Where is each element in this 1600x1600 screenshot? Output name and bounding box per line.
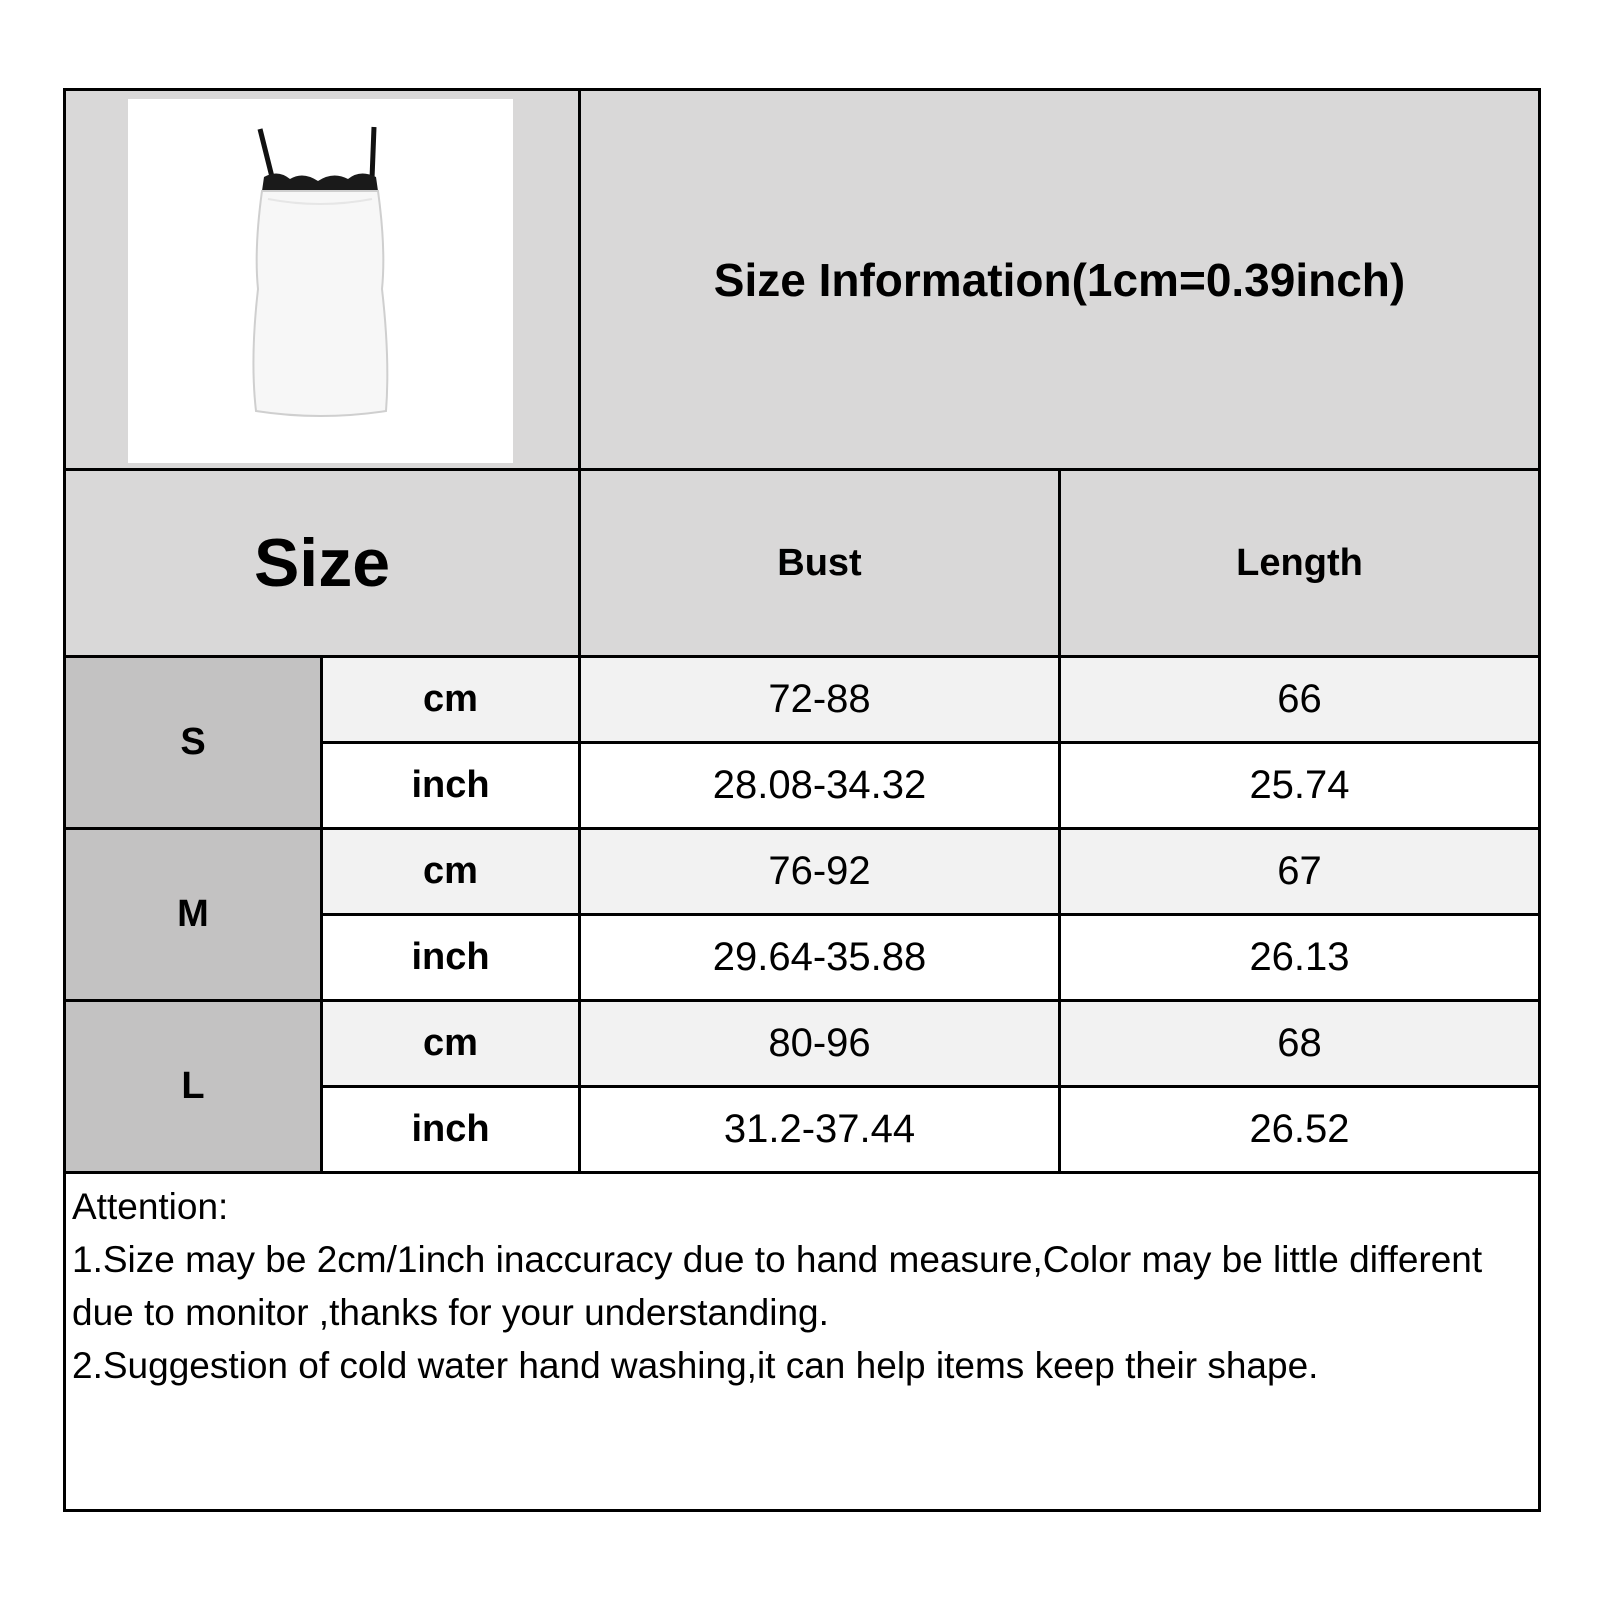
unit-label: inch (323, 1088, 581, 1174)
size-chart (63, 88, 1541, 1512)
notes-line-1: 1.Size may be 2cm/1inch inaccuracy due to hand measure,Color may be little different due to monitor ,thanks for your understanding. (72, 1239, 1483, 1333)
notes-heading: Attention: (72, 1186, 229, 1227)
product-photo (128, 99, 513, 463)
bust-value: 80-96 (581, 1002, 1061, 1088)
length-value: 26.13 (1061, 916, 1538, 1002)
unit-label: cm (323, 1002, 581, 1088)
length-value: 67 (1061, 830, 1538, 916)
length-value: 26.52 (1061, 1088, 1538, 1174)
length-value: 66 (1061, 658, 1538, 744)
unit-label: cm (323, 658, 581, 744)
dress-icon (128, 99, 513, 463)
unit-label: inch (323, 744, 581, 830)
length-value: 25.74 (1061, 744, 1538, 830)
product-photo-cell (66, 91, 581, 471)
page-title: Size Information(1cm=0.39inch) (581, 91, 1538, 471)
size-column-header: Size (66, 471, 581, 658)
unit-label: inch (323, 916, 581, 1002)
bust-value: 29.64-35.88 (581, 916, 1061, 1002)
length-column-header: Length (1061, 471, 1538, 658)
unit-label: cm (323, 830, 581, 916)
size-label-l: L (66, 1002, 323, 1174)
attention-notes (66, 1174, 1538, 1489)
bust-value: 72-88 (581, 658, 1061, 744)
bust-value: 76-92 (581, 830, 1061, 916)
bust-value: 28.08-34.32 (581, 744, 1061, 830)
length-value: 68 (1061, 1002, 1538, 1088)
bust-column-header: Bust (581, 471, 1061, 658)
notes-line-2: 2.Suggestion of cold water hand washing,it can help items keep their shape. (72, 1345, 1319, 1386)
size-label-m: M (66, 830, 323, 1002)
bust-value: 31.2-37.44 (581, 1088, 1061, 1174)
size-label-s: S (66, 658, 323, 830)
